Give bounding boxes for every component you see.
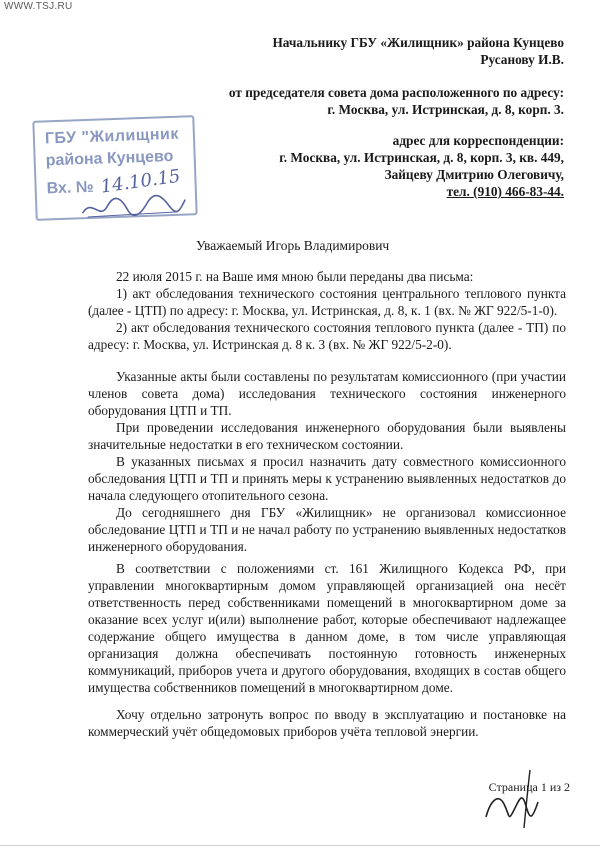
stamp-line2: района Кунцево [45,147,174,170]
paragraph-meters: Хочу отдельно затронуть вопрос по вводу в эксплуатацию и постановке на коммерческий учёт общедомовых приборов учёта тепловой энергии. [88,707,566,739]
letter-body-part2 [88,368,566,555]
stamp-line3: Вх. № [46,178,94,198]
paragraph-intro: 22 июля 2015 г. на Ваше имя мною были переданы два письма: [116,269,474,284]
correspondence-phone: тел. (910) 466-83-44. [446,184,564,199]
page-bottom-divider [0,845,600,846]
list-item-2: 2) акт обследования технического состояния теплового пункта (далее - ТП) по адресу: г. Москва, ул. Истринская д. 8 к. 3 (вх. № ЖГ 922/5-2-0). [88,320,566,352]
addressee-line2: Русанову И.В. [480,52,564,67]
correspondence-address: г. Москва, ул. Истринская, д. 8, корп. 3, кв. 449, [279,150,564,165]
correspondence-phone-line [279,183,564,200]
letter-body-part4 [88,706,566,740]
list-item-1: 1) акт обследования технического состояния центрального теплового пункта (далее - ЦТП) по адресу: г. Москва, ул. Истринская, д. 8, к. 1 (вх. № ЖГ 922/5-1-0). [88,286,566,318]
watermark: WWW.TSJ.RU [4,1,73,12]
page-number: Страница 1 из 2 [488,780,570,794]
author-signature-icon [478,762,548,832]
stamp-line1: ГБУ "Жилищник [44,125,180,148]
letter-body-part1 [88,268,566,353]
sender-line2: г. Москва, ул. Истринская, д. 8, корп. 3. [327,102,564,117]
incoming-stamp [32,115,197,221]
correspondence-name: Зайцеву Дмитрию Олеговичу, [384,167,564,182]
paragraph-defects: При проведении исследования инженерного оборудования были выявлены значительные недостатки в его техническом состоянии. [88,420,566,452]
addressee-line1: Начальнику ГБУ «Жилищник» района Кунцево [272,35,564,50]
stamp-handwritten-number: 14.10.15 [99,165,182,198]
letter-body-part3 [88,560,566,696]
paragraph-request: В указанных письмах я просил назначить дату совместного комиссионного обследования ЦТП и ТП и принять меры к устранению выявленных недостатков до начала следующего отопительного сезона. [88,454,566,503]
paragraph-law: В соответствии с положениями ст. 161 Жилищного Кодекса РФ, при управлении многоквартирным домом управляющей организацией она несёт ответственность перед собственниками помещений в многоквартирном доме за оказание всех услуг и(или) выполнение работ, которые обеспечивают надлежащее содержание общего имущества в данном доме, в том числе управляющая организация должна обеспечивать постоянную готовность инженерных коммуникаций, приборов учета и другого оборудования, входящих в состав общего имущества собственников помещений в многоквартирном доме. [88,561,566,695]
paragraph-acts: Указанные акты были составлены по результатам комиссионного (при участии членов совета дома) исследования технического состояния инженерного оборудования ЦТП и ТП. [88,369,566,418]
stamp-signature-icon [77,190,188,224]
correspondence-block [279,132,564,200]
sender-line1: от председателя совета дома расположенного по адресу: [228,85,564,100]
correspondence-label: адрес для корреспонденции: [392,133,564,148]
greeting: Уважаемый Игорь Владимирович [196,238,390,253]
paragraph-status: До сегодняшнего дня ГБУ «Жилищник» не организовал комиссионное обследование ЦТП и ТП и не начал работу по устранению выявленных недостатков инженерного оборудования. [88,505,566,554]
sender-block [229,84,564,118]
addressee-block [272,34,564,68]
